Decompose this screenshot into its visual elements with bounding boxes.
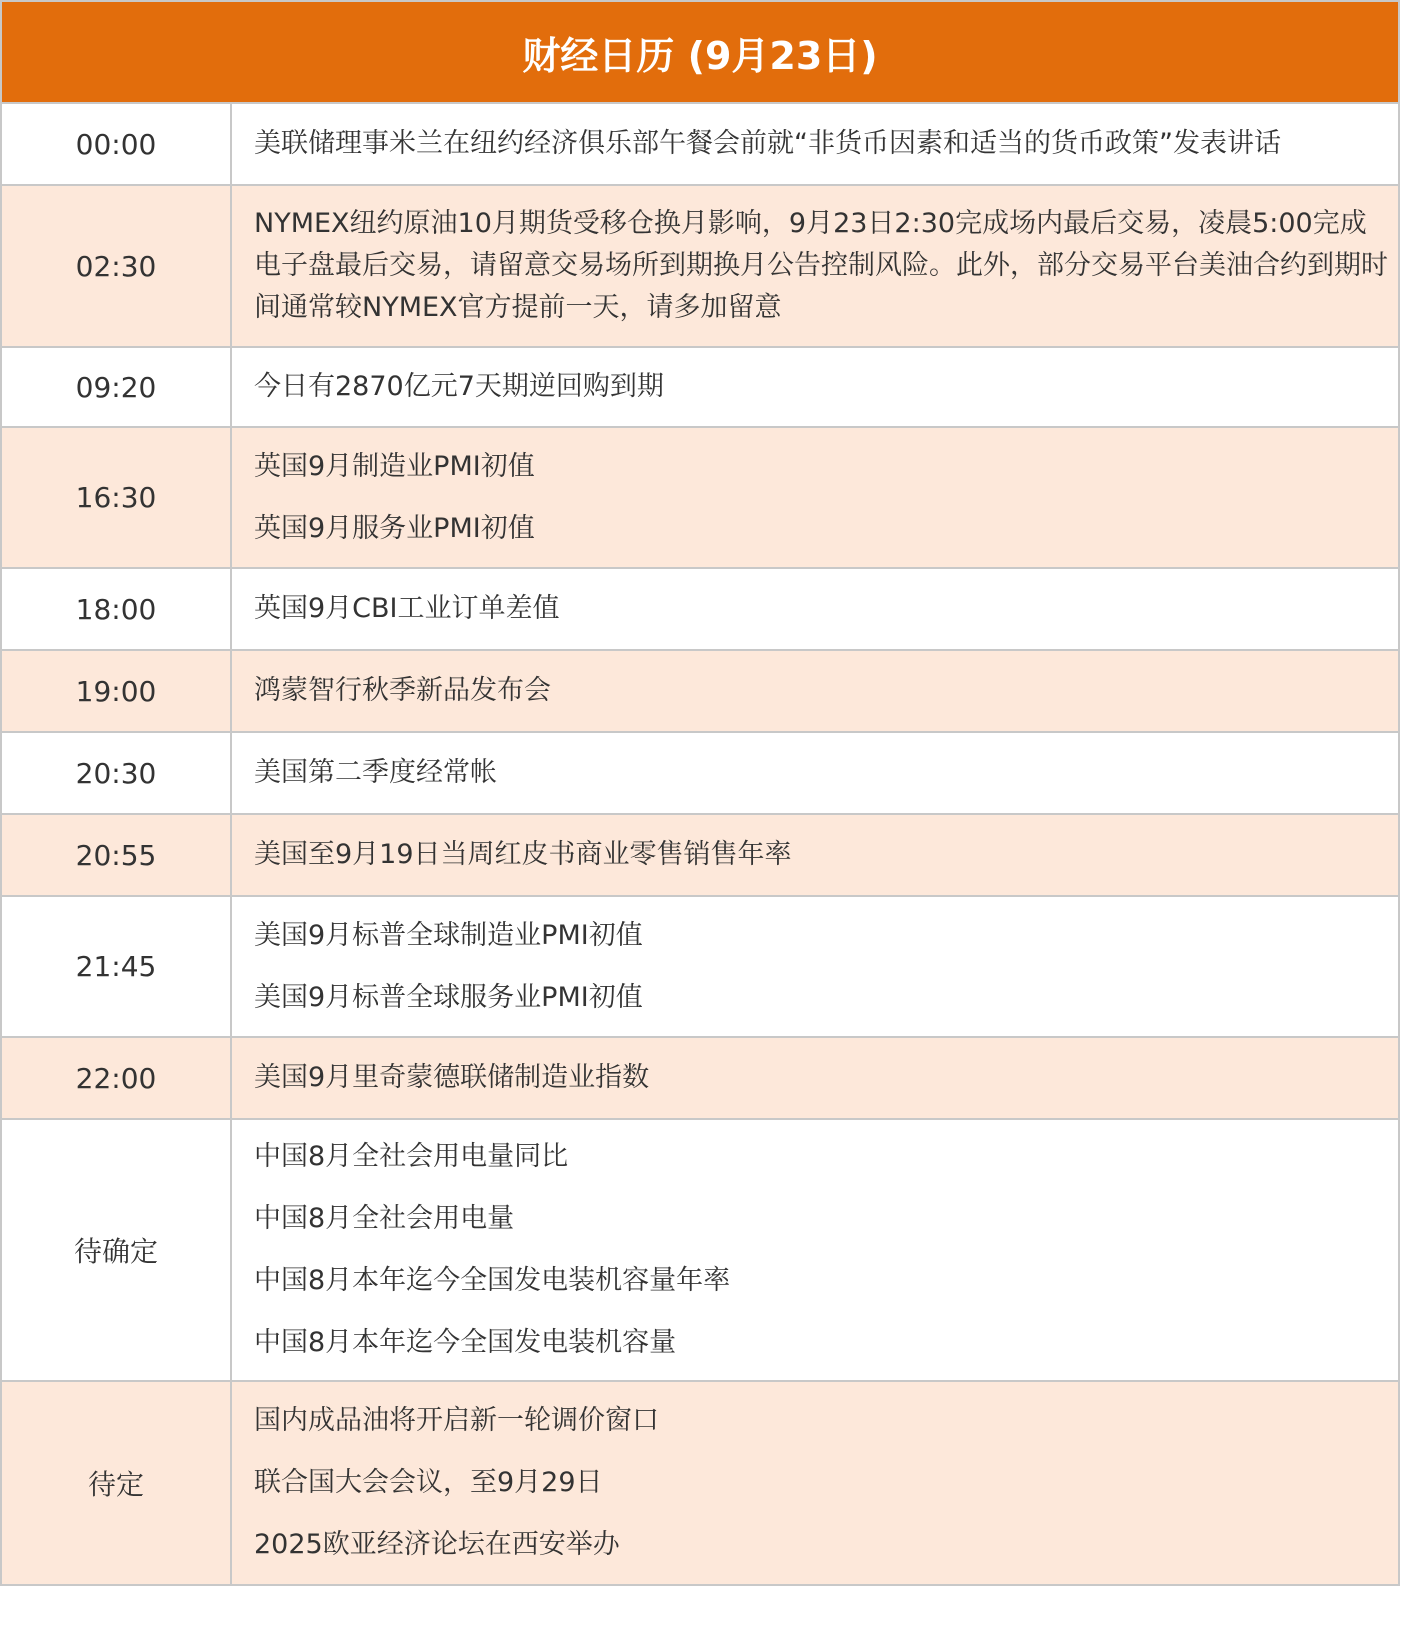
- event-item: 美国9月标普全球服务业PMI初值: [254, 981, 643, 1013]
- table-row: [2, 815, 1398, 897]
- event-item: 中国8月全社会用电量同比: [254, 1141, 569, 1172]
- event-item: 美国至9月19日当周红皮书商业零售销售年率: [254, 839, 792, 870]
- event-item: NYMEX纽约原油10月期货受移仓换月影响，9月23日2:30完成场内最后交易，凌晨5:00完成电子盘最后交易，请留意交易场所到期换月公告控制风险。此外，部分交易平台美油合约到期时间通常较NYMEX官方提前一天，请多加留意: [254, 208, 1388, 323]
- event-item: 鸿蒙智行秋季新品发布会: [254, 675, 551, 706]
- event-item: 美国第二季度经常帐: [254, 757, 497, 788]
- table-row: [2, 348, 1398, 428]
- time-cell: 待确定: [2, 1120, 232, 1380]
- events-cell: [232, 651, 1398, 731]
- events-cell: [232, 1382, 1398, 1584]
- time-cell: 00:00: [2, 104, 232, 184]
- event-item: 中国8月本年迄今全国发电装机容量: [254, 1327, 677, 1358]
- event-item: 美国9月标普全球制造业PMI初值: [254, 919, 643, 951]
- calendar-title: 财经日历 (9月23日): [2, 2, 1398, 104]
- event-item: 英国9月制造业PMI初值: [254, 450, 535, 482]
- time-cell: 待定: [2, 1382, 232, 1584]
- event-item: 国内成品油将开启新一轮调价窗口: [254, 1405, 659, 1436]
- events-cell: [232, 1038, 1398, 1118]
- time-cell: 02:30: [2, 186, 232, 346]
- time-cell: 21:45: [2, 897, 232, 1036]
- event-item: 美国9月里奇蒙德联储制造业指数: [254, 1062, 650, 1093]
- event-item: 中国8月全社会用电量: [254, 1203, 515, 1234]
- time-cell: 22:00: [2, 1038, 232, 1118]
- event-item: 联合国大会会议，至9月29日: [254, 1467, 603, 1498]
- events-cell: [232, 1120, 1398, 1380]
- events-cell: [232, 733, 1398, 813]
- time-cell: 09:20: [2, 348, 232, 426]
- table-row: [2, 1120, 1398, 1382]
- table-row: [2, 651, 1398, 733]
- event-item: 2025欧亚经济论坛在西安举办: [254, 1529, 620, 1560]
- events-cell: [232, 815, 1398, 895]
- time-cell: 20:30: [2, 733, 232, 813]
- event-item: 英国9月服务业PMI初值: [254, 512, 535, 544]
- events-cell: [232, 428, 1398, 567]
- events-cell: [232, 104, 1398, 184]
- table-row: [2, 1038, 1398, 1120]
- events-cell: [232, 897, 1398, 1036]
- table-row: [2, 897, 1398, 1038]
- table-row: [2, 428, 1398, 569]
- table-row: [2, 186, 1398, 348]
- time-cell: 16:30: [2, 428, 232, 567]
- table-row: [2, 733, 1398, 815]
- event-item: 英国9月CBI工业订单差值: [254, 593, 560, 624]
- events-cell: [232, 186, 1398, 346]
- table-row: [2, 569, 1398, 651]
- event-item: 中国8月本年迄今全国发电装机容量年率: [254, 1265, 731, 1296]
- events-cell: [232, 569, 1398, 649]
- event-item: 今日有2870亿元7天期逆回购到期: [254, 371, 664, 402]
- table-row: [2, 104, 1398, 186]
- events-cell: [232, 348, 1398, 426]
- time-cell: 18:00: [2, 569, 232, 649]
- event-item: 美联储理事米兰在纽约经济俱乐部午餐会前就“非货币因素和适当的货币政策”发表讲话: [254, 128, 1281, 159]
- time-cell: 19:00: [2, 651, 232, 731]
- time-cell: 20:55: [2, 815, 232, 895]
- table-row: [2, 1382, 1398, 1584]
